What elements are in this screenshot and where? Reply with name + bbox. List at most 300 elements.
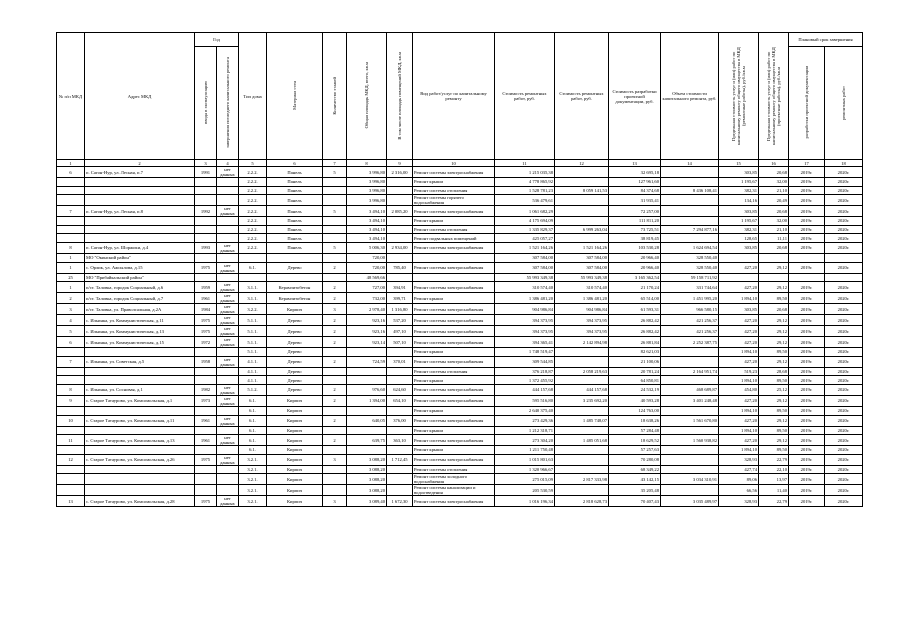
repair-cost-total-cell <box>555 167 609 178</box>
repair-deadline-cell: 2020г. <box>825 178 863 187</box>
limit-design-cell: 20,68 <box>759 242 789 253</box>
column-number: 4 <box>217 160 239 167</box>
premises-area-cell: 785,40 <box>387 262 413 273</box>
design-cost-cell: 64 850,81 <box>609 376 661 385</box>
repair-cost-cell: 595 516,80 <box>495 395 555 406</box>
design-cost-cell: 38 819,45 <box>609 234 661 243</box>
row-number-cell: 7 <box>57 206 85 217</box>
repair-deadline-cell: 2020г. <box>825 195 863 206</box>
total-area-cell: 976,60 <box>347 384 387 395</box>
premises-area-cell <box>387 348 413 357</box>
design-cost-cell: 68 349,22 <box>609 465 661 474</box>
repair-cost-cell: 273 429,36 <box>495 415 555 426</box>
wall-material-cell: Дерево <box>267 337 323 348</box>
limit-repair-cell: 427,20 <box>719 326 759 337</box>
total-area-cell: 720,00 <box>347 262 387 273</box>
house-type-cell <box>239 253 267 262</box>
floors-cell <box>323 253 347 262</box>
limit-design-cell: 21,10 <box>759 186 789 195</box>
limit-repair-cell: 1 894,10 <box>719 426 759 435</box>
repair-cost-cell: 273 304,20 <box>495 435 555 446</box>
floors-cell: 2 <box>323 293 347 304</box>
total-area-cell: 923,14 <box>347 337 387 348</box>
house-type-cell: 6.1. <box>239 406 267 415</box>
column-numbers-row <box>57 160 863 167</box>
row-number-cell: 5 <box>57 326 85 337</box>
design-cost-cell: 20 781,24 <box>609 367 661 376</box>
total-area-cell: 640,05 <box>347 415 387 426</box>
premises-area-cell: 624,60 <box>387 384 413 395</box>
header-limit-repair: Предельная стоимость услуг и (или) работ по капитальному ремонту общего имущества в МКД (ремонтные работы), руб./кв.м <box>719 33 759 160</box>
repair-volume-cell: 328 550,40 <box>661 262 719 273</box>
year-built-cell <box>195 465 217 474</box>
repair-volume-cell <box>661 426 719 435</box>
design-deadline-cell: 2019г. <box>789 234 825 243</box>
repair-cost-cell: 275 015,09 <box>495 474 555 485</box>
repair-deadline-cell: 2020г. <box>825 186 863 195</box>
floors-cell <box>323 217 347 226</box>
work-type-cell: Ремонт системы электроснабжения <box>413 242 495 253</box>
limit-design-cell: 25,12 <box>759 384 789 395</box>
last-repair-year-cell: нет данных <box>217 337 239 348</box>
wall-material-cell: Кирпич <box>267 465 323 474</box>
repair-cost-total-cell <box>555 217 609 226</box>
design-deadline-cell: 2019г. <box>789 326 825 337</box>
work-type-cell: Ремонт системы электроснабжения <box>413 262 495 273</box>
floors-cell <box>323 273 347 282</box>
work-type-cell: Ремонт системы электроснабжения <box>413 435 495 446</box>
limit-design-cell: 20,49 <box>759 195 789 206</box>
repair-cost-total-cell: 1 386 481,20 <box>555 293 609 304</box>
row-number-cell: 9 <box>57 395 85 406</box>
repair-deadline-cell: 2020г. <box>825 315 863 326</box>
house-type-cell: 3.1.1. <box>239 293 267 304</box>
premises-area-cell: 1 672,30 <box>387 496 413 507</box>
repair-volume-cell: 2 252 387,75 <box>661 337 719 348</box>
house-type-cell: 3.2.1. <box>239 454 267 465</box>
column-number: 17 <box>789 160 825 167</box>
wall-material-cell <box>267 273 323 282</box>
design-deadline-cell: 2019г. <box>789 426 825 435</box>
wall-material-cell: Кирпич <box>267 395 323 406</box>
design-deadline-cell: 2019г. <box>789 384 825 395</box>
last-repair-year-cell <box>217 253 239 262</box>
floors-cell: 5 <box>323 242 347 253</box>
floors-cell: 2 <box>323 262 347 273</box>
wall-material-cell: Дерево <box>267 326 323 337</box>
work-type-cell: Ремонт системы электроснабжения <box>413 454 495 465</box>
repair-cost-cell: 205 530,59 <box>495 485 555 496</box>
design-deadline-cell: 2019г. <box>789 446 825 455</box>
total-area-cell: 3 996,80 <box>347 195 387 206</box>
last-repair-year-cell <box>217 406 239 415</box>
repair-deadline-cell: 2020г. <box>825 326 863 337</box>
premises-area-cell: 363,10 <box>387 435 413 446</box>
repair-deadline-cell: 2020г. <box>825 304 863 315</box>
last-repair-year-cell <box>217 426 239 435</box>
design-cost-cell: 3 165 362,54 <box>609 273 661 282</box>
floors-cell: 2 <box>323 282 347 293</box>
repair-deadline-cell: 2020г. <box>825 367 863 376</box>
wall-material-cell: Керамзитобетон <box>267 282 323 293</box>
limit-repair-cell: 427,20 <box>719 315 759 326</box>
table-row <box>57 474 863 485</box>
repair-cost-total-cell: 394 373,95 <box>555 315 609 326</box>
wall-material-cell: Кирпич <box>267 454 323 465</box>
address-cell: с. Старое Татаурово, ул. Комсомольская, д.13 <box>85 435 195 446</box>
limit-repair-cell: 303,85 <box>719 206 759 217</box>
row-number-cell <box>57 367 85 376</box>
total-area-cell: 3 494,10 <box>347 206 387 217</box>
floors-cell <box>323 195 347 206</box>
last-repair-year-cell <box>217 225 239 234</box>
last-repair-year-cell: нет данных <box>217 395 239 406</box>
repair-cost-cell: 394 373,95 <box>495 326 555 337</box>
design-cost-cell: 18 629,52 <box>609 435 661 446</box>
last-repair-year-cell <box>217 367 239 376</box>
year-built-cell <box>195 474 217 485</box>
work-type-cell: Ремонт крыши <box>413 178 495 187</box>
design-deadline-cell: 2019г. <box>789 356 825 367</box>
limit-repair-cell: 1 894,10 <box>719 376 759 385</box>
year-built-cell <box>195 234 217 243</box>
table-row <box>57 415 863 426</box>
column-number: 9 <box>387 160 413 167</box>
repair-cost-total-cell: 1 485 051,68 <box>555 435 609 446</box>
wall-material-cell: Дерево <box>267 348 323 357</box>
repair-cost-total-cell: 2 817 333,98 <box>555 474 609 485</box>
address-cell <box>85 406 195 415</box>
column-number: 18 <box>825 160 863 167</box>
total-area-cell: 3 996,80 <box>347 178 387 187</box>
repair-volume-cell <box>661 348 719 357</box>
last-repair-year-cell <box>217 234 239 243</box>
repair-cost-cell: 310 574,40 <box>495 282 555 293</box>
repair-cost-cell: 536 479,61 <box>495 195 555 206</box>
repair-cost-cell: 1 015 801,63 <box>495 454 555 465</box>
repair-deadline-cell <box>825 253 863 262</box>
limit-design-cell <box>759 253 789 262</box>
document-page <box>56 32 862 507</box>
total-area-cell: 3 996,80 <box>347 167 387 178</box>
total-area-cell: 724,59 <box>347 356 387 367</box>
limit-design-cell: 89,50 <box>759 348 789 357</box>
premises-area-cell: 376,00 <box>387 415 413 426</box>
year-built-cell: 1973 <box>195 395 217 406</box>
repair-volume-cell <box>661 406 719 415</box>
year-built-cell <box>195 178 217 187</box>
repair-cost-total-cell <box>555 446 609 455</box>
premises-area-cell: 2 934,00 <box>387 242 413 253</box>
repair-deadline-cell: 2020г. <box>825 496 863 507</box>
limit-design-cell: 29,12 <box>759 415 789 426</box>
house-type-cell: 4.1.1. <box>239 376 267 385</box>
repair-cost-total-cell <box>555 234 609 243</box>
row-number-cell <box>57 465 85 474</box>
floors-cell: 2 <box>323 337 347 348</box>
table-row <box>57 315 863 326</box>
repair-deadline-cell: 2020г. <box>825 282 863 293</box>
year-built-cell <box>195 217 217 226</box>
design-deadline-cell: 2019г. <box>789 195 825 206</box>
column-number: 15 <box>719 160 759 167</box>
floors-cell <box>323 426 347 435</box>
total-area-cell: 3 088,20 <box>347 474 387 485</box>
repair-cost-cell: 1 016 196,34 <box>495 496 555 507</box>
last-repair-year-cell: нет данных <box>217 282 239 293</box>
repair-cost-cell: 1 372 455,92 <box>495 376 555 385</box>
limit-design-cell: 20,68 <box>759 206 789 217</box>
row-number-cell <box>57 186 85 195</box>
last-repair-year-cell: нет данных <box>217 315 239 326</box>
repair-deadline-cell: 2020г. <box>825 348 863 357</box>
repair-cost-cell: 55 993 349,38 <box>495 273 555 282</box>
floors-cell: 3 <box>323 454 347 465</box>
premises-area-cell <box>387 273 413 282</box>
repair-cost-cell: 307 584,00 <box>495 262 555 273</box>
repair-cost-cell: 444 157,68 <box>495 384 555 395</box>
premises-area-cell <box>387 426 413 435</box>
limit-repair-cell: 454,80 <box>719 384 759 395</box>
repair-cost-cell: 1 748 519,47 <box>495 348 555 357</box>
limit-repair-cell: 427,74 <box>719 465 759 474</box>
column-number: 2 <box>85 160 195 167</box>
work-type-cell: Ремонт крыши <box>413 406 495 415</box>
address-cell: МО "Прибайкальский район" <box>85 273 195 282</box>
repair-cost-total-cell: 2 142 894,98 <box>555 337 609 348</box>
floors-cell: 3 <box>323 304 347 315</box>
column-number: 6 <box>267 160 323 167</box>
premises-area-cell <box>387 485 413 496</box>
table-row <box>57 167 863 178</box>
row-number-cell <box>57 217 85 226</box>
total-area-cell: 923,16 <box>347 315 387 326</box>
house-type-cell: 2.2.2. <box>239 167 267 178</box>
design-deadline-cell: 2019г. <box>789 217 825 226</box>
total-area-cell: 3 494,10 <box>347 217 387 226</box>
wall-material-cell: Панель <box>267 217 323 226</box>
floors-cell: 2 <box>323 315 347 326</box>
year-built-cell: 1961 <box>195 415 217 426</box>
limit-repair-cell <box>719 273 759 282</box>
total-area-cell <box>347 406 387 415</box>
limit-repair-cell: 1 894,10 <box>719 446 759 455</box>
total-area-cell: 48 569,66 <box>347 273 387 282</box>
repair-volume-cell: 3 401 248,48 <box>661 395 719 406</box>
house-type-cell <box>239 273 267 282</box>
floors-cell: 5 <box>323 167 347 178</box>
design-cost-cell: 65 514,00 <box>609 293 661 304</box>
row-number-cell: 1 <box>57 253 85 262</box>
limit-design-cell: 22,79 <box>759 496 789 507</box>
total-area-cell <box>347 446 387 455</box>
work-type-cell: Ремонт системы электроснабжения <box>413 304 495 315</box>
repair-cost-cell: 376 218,87 <box>495 367 555 376</box>
repair-cost-cell: 1 521 164,26 <box>495 242 555 253</box>
wall-material-cell: Дерево <box>267 376 323 385</box>
design-cost-cell: 24 532,19 <box>609 384 661 395</box>
repair-volume-cell <box>661 465 719 474</box>
repair-cost-total-cell: 2 058 219,63 <box>555 367 609 376</box>
design-deadline-cell: 2019г. <box>789 225 825 234</box>
last-repair-year-cell: нет данных <box>217 262 239 273</box>
floors-cell <box>323 406 347 415</box>
premises-area-cell: 2 316,00 <box>387 167 413 178</box>
work-type-cell <box>413 273 495 282</box>
work-type-cell: Ремонт подвальных помещений <box>413 234 495 243</box>
repair-volume-cell <box>661 217 719 226</box>
total-area-cell: 3 494,10 <box>347 234 387 243</box>
header-number: № п/п МКД <box>57 33 85 160</box>
repair-volume-cell: 3 034 310,91 <box>661 474 719 485</box>
last-repair-year-cell: нет данных <box>217 435 239 446</box>
premises-area-cell: 654,10 <box>387 395 413 406</box>
year-built-cell: 1961 <box>195 435 217 446</box>
floors-cell <box>323 178 347 187</box>
column-number: 16 <box>759 160 789 167</box>
header-address: Адрес МКД <box>85 33 195 160</box>
limit-design-cell: 29,12 <box>759 395 789 406</box>
table-row <box>57 367 863 376</box>
premises-area-cell <box>387 376 413 385</box>
limit-repair-cell: 1 894,10 <box>719 293 759 304</box>
year-built-cell: 1975 <box>195 454 217 465</box>
limit-design-cell: 13,97 <box>759 474 789 485</box>
wall-material-cell: Кирпич <box>267 415 323 426</box>
repair-cost-cell: 425 057,27 <box>495 234 555 243</box>
design-deadline-cell <box>789 253 825 262</box>
table-row <box>57 326 863 337</box>
year-built-cell <box>195 426 217 435</box>
premises-area-cell: 370,01 <box>387 356 413 367</box>
limit-repair-cell: 1 894,10 <box>719 348 759 357</box>
repair-volume-cell: 468 689,87 <box>661 384 719 395</box>
row-number-cell: 4 <box>57 315 85 326</box>
total-area-cell: 727,00 <box>347 282 387 293</box>
repair-cost-total-cell: 394 373,95 <box>555 326 609 337</box>
last-repair-year-cell: нет данных <box>217 356 239 367</box>
address-cell: с. Ильинка, ул. Коммунистическая, д.15 <box>85 337 195 348</box>
limit-design-cell: 11,40 <box>759 485 789 496</box>
repair-cost-cell: 1 528 781,23 <box>495 186 555 195</box>
limit-repair-cell: 1 195,67 <box>719 178 759 187</box>
year-built-cell: 1982 <box>195 384 217 395</box>
last-repair-year-cell: нет данных <box>217 454 239 465</box>
work-type-cell: Ремонт системы отопления <box>413 225 495 234</box>
limit-design-cell: 29,12 <box>759 337 789 348</box>
row-number-cell <box>57 234 85 243</box>
row-number-cell: 12 <box>57 454 85 465</box>
premises-area-cell <box>387 217 413 226</box>
header-repair-cost: Стоимость ремонтных работ, руб. <box>495 33 555 160</box>
table-row <box>57 273 863 282</box>
column-number: 14 <box>661 160 719 167</box>
limit-repair-cell: 328,93 <box>719 454 759 465</box>
limit-design-cell: 89,50 <box>759 426 789 435</box>
repair-cost-total-cell <box>555 454 609 465</box>
repair-cost-cell: 4 778 865,92 <box>495 178 555 187</box>
limit-repair-cell: 1 195,67 <box>719 217 759 226</box>
address-cell: с. Ильинка, ул. Коммунистическая, д.11 <box>85 315 195 326</box>
address-cell <box>85 465 195 474</box>
address-cell <box>85 474 195 485</box>
design-cost-cell: 20 966,40 <box>609 262 661 273</box>
last-repair-year-cell: нет данных <box>217 304 239 315</box>
limit-repair-cell: 303,85 <box>719 242 759 253</box>
repair-volume-cell: 966 580,15 <box>661 304 719 315</box>
year-built-cell: 1991 <box>195 167 217 178</box>
repair-deadline-cell: 2020г. <box>825 415 863 426</box>
header-repair-works: ремонтных работ <box>825 47 863 160</box>
design-deadline-cell: 2019г. <box>789 304 825 315</box>
repair-cost-total-cell: 444 157,68 <box>555 384 609 395</box>
floors-cell: 3 <box>323 496 347 507</box>
total-area-cell: 639,75 <box>347 435 387 446</box>
address-cell <box>85 186 195 195</box>
last-repair-year-cell <box>217 178 239 187</box>
repair-cost-total-cell <box>555 206 609 217</box>
work-type-cell: Ремонт крыши <box>413 217 495 226</box>
header-repair-volume: Объем стоимости капитального ремонта, руб. <box>661 33 719 160</box>
table-row <box>57 356 863 367</box>
total-area-cell: 3 996,80 <box>347 186 387 195</box>
work-type-cell: Ремонт системы горячего водоснабжения <box>413 195 495 206</box>
work-type-cell: Ремонт крыши <box>413 426 495 435</box>
repair-cost-total-cell <box>555 465 609 474</box>
repair-deadline-cell: 2020г. <box>825 206 863 217</box>
repair-deadline-cell: 2020г. <box>825 406 863 415</box>
floors-cell: 2 <box>323 384 347 395</box>
repair-cost-total-cell: 6 999 263,04 <box>555 225 609 234</box>
table-row <box>57 496 863 507</box>
repair-deadline-cell: 2020г. <box>825 356 863 367</box>
last-repair-year-cell <box>217 485 239 496</box>
repair-cost-total-cell <box>555 348 609 357</box>
total-area-cell: 923,16 <box>347 326 387 337</box>
house-type-cell: 3.2.1. <box>239 474 267 485</box>
limit-repair-cell: 303,85 <box>719 167 759 178</box>
house-type-cell: 2.2.2. <box>239 186 267 195</box>
limit-design-cell: 21,10 <box>759 225 789 234</box>
design-deadline-cell: 2019г. <box>789 315 825 326</box>
limit-repair-cell: 519,23 <box>719 367 759 376</box>
address-cell <box>85 426 195 435</box>
limit-repair-cell: 382,31 <box>719 225 759 234</box>
repair-volume-cell <box>661 446 719 455</box>
table-row <box>57 406 863 415</box>
year-built-cell <box>195 446 217 455</box>
year-built-cell <box>195 376 217 385</box>
limit-repair-cell: 66,56 <box>719 485 759 496</box>
limit-design-cell: 29,12 <box>759 262 789 273</box>
header-repair-cost-total: Стоимость ремонтных работ, руб. <box>555 33 609 160</box>
wall-material-cell: Дерево <box>267 367 323 376</box>
year-built-cell: 1992 <box>195 206 217 217</box>
design-deadline-cell: 2019г. <box>789 337 825 348</box>
wall-material-cell: Дерево <box>267 315 323 326</box>
premises-area-cell: 507,10 <box>387 337 413 348</box>
repair-cost-total-cell: 1 485 748,07 <box>555 415 609 426</box>
table-body <box>57 167 863 507</box>
repair-cost-cell: 394 373,95 <box>495 315 555 326</box>
last-repair-year-cell: нет данных <box>217 242 239 253</box>
design-deadline-cell: 2019г. <box>789 186 825 195</box>
address-cell <box>85 178 195 187</box>
limit-repair-cell: 427,20 <box>719 282 759 293</box>
row-number-cell: 13 <box>57 496 85 507</box>
row-number-cell: 10 <box>57 415 85 426</box>
design-cost-cell: 84 374,68 <box>609 186 661 195</box>
